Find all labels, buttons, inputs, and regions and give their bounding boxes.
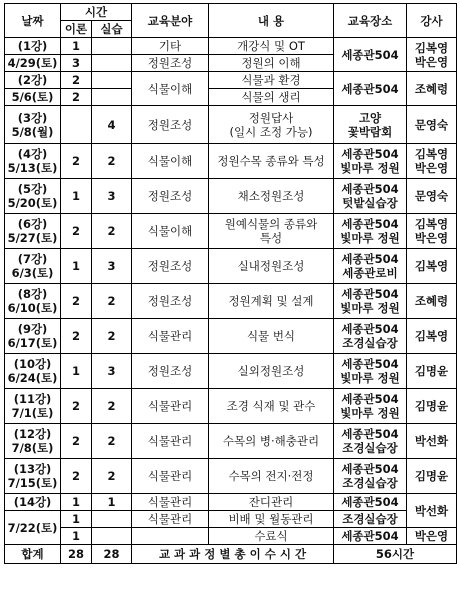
table-row <box>5 354 457 389</box>
field-cell: 정원조성 <box>132 179 209 214</box>
theory-cell: 1 <box>61 511 92 528</box>
place-cell: 고양 꽃박람회 <box>334 106 407 144</box>
field-cell: 식물관리 <box>132 319 209 354</box>
place-cell: 세종관504 빛마루 정원 <box>334 284 407 319</box>
theory-cell: 2 <box>61 319 92 354</box>
field-cell: 식물관리 <box>132 389 209 424</box>
theory-cell: 1 <box>61 249 92 284</box>
content-cell: 잔디관리 <box>209 494 334 511</box>
teacher-cell: 김복영 박은영 <box>407 38 457 72</box>
teacher-cell: 조혜령 <box>407 284 457 319</box>
place-cell: 세종관504 빛마루 정원 <box>334 214 407 249</box>
content-cell: 수목의 병·해충관리 <box>209 424 334 459</box>
header-place: 교육장소 <box>334 4 407 38</box>
practice-cell <box>92 511 132 528</box>
theory-cell: 2 <box>61 214 92 249</box>
practice-cell: 2 <box>92 459 132 494</box>
practice-cell: 3 <box>92 249 132 284</box>
field-cell: 식물관리 <box>132 424 209 459</box>
field-cell: 식물이해 <box>132 72 209 106</box>
total-hours: 56시간 <box>334 545 457 564</box>
field-cell: 식물이해 <box>132 214 209 249</box>
table-row <box>5 528 457 545</box>
field-cell: 정원조성 <box>132 249 209 284</box>
place-cell: 세종관504 <box>334 38 407 72</box>
header-teacher: 강사 <box>407 4 457 38</box>
content-cell: 실외정원조성 <box>209 354 334 389</box>
session-cell: (14강) <box>5 494 61 511</box>
theory-cell: 2 <box>61 424 92 459</box>
place-cell: 세종관504 조경실습장 <box>334 424 407 459</box>
theory-cell: 2 <box>61 284 92 319</box>
header-date: 날짜 <box>5 4 61 38</box>
date-cell: 4/29(토) <box>5 55 61 72</box>
content-cell: 정원답사 (일시 조정 가능) <box>209 106 334 144</box>
place-cell: 세종관504 빛마루 정원 <box>334 354 407 389</box>
schedule-table <box>4 3 457 564</box>
session-cell: (1강) <box>5 38 61 55</box>
table-row <box>5 459 457 494</box>
theory-cell: 1 <box>61 38 92 55</box>
practice-cell: 3 <box>92 354 132 389</box>
table-row <box>5 284 457 319</box>
date-cell: (5강) 5/20(토) <box>5 179 61 214</box>
practice-cell: 2 <box>92 424 132 459</box>
content-cell: 개강식 및 OT <box>209 38 334 55</box>
teacher-cell: 박선화 <box>407 494 457 528</box>
field-cell: 기타 <box>132 38 209 55</box>
practice-cell <box>92 528 132 545</box>
table-row <box>5 214 457 249</box>
table-row <box>5 179 457 214</box>
table-row <box>5 424 457 459</box>
teacher-cell: 김명윤 <box>407 459 457 494</box>
teacher-cell: 박선화 <box>407 424 457 459</box>
content-cell: 실내정원조성 <box>209 249 334 284</box>
field-cell: 식물관리 <box>132 511 209 528</box>
theory-cell: 1 <box>61 494 92 511</box>
header-field: 교육분야 <box>132 4 209 38</box>
table-row <box>5 249 457 284</box>
practice-cell <box>92 72 132 89</box>
teacher-cell: 김복영 박은영 <box>407 214 457 249</box>
total-row <box>5 545 457 564</box>
header-time: 시간 <box>61 4 132 21</box>
date-cell: (6강) 5/27(토) <box>5 214 61 249</box>
practice-cell: 1 <box>92 494 132 511</box>
date-cell: (8강) 6/10(토) <box>5 284 61 319</box>
date-cell: (3강) 5/8(월) <box>5 106 61 144</box>
header-content: 내 용 <box>209 4 334 38</box>
content-cell: 식물의 생리 <box>209 89 334 106</box>
content-cell: 식물과 환경 <box>209 72 334 89</box>
practice-cell: 2 <box>92 389 132 424</box>
place-cell: 세종관504 <box>334 494 407 511</box>
practice-cell <box>92 55 132 72</box>
theory-cell: 2 <box>61 89 92 106</box>
table-row <box>5 144 457 179</box>
table-row <box>5 38 457 55</box>
field-cell: 정원조성 <box>132 354 209 389</box>
theory-cell: 1 <box>61 179 92 214</box>
theory-cell: 1 <box>61 528 92 545</box>
field-cell <box>132 528 209 545</box>
date-cell: (10강) 6/24(토) <box>5 354 61 389</box>
content-cell: 비배 및 월동관리 <box>209 511 334 528</box>
teacher-cell: 문영숙 <box>407 179 457 214</box>
schedule-sheet <box>4 3 456 564</box>
content-cell: 수료식 <box>209 528 334 545</box>
date-cell: (4강) 5/13(토) <box>5 144 61 179</box>
field-cell: 식물관리 <box>132 494 209 511</box>
table-row <box>5 319 457 354</box>
place-cell: 세종관504 <box>334 72 407 106</box>
practice-cell: 2 <box>92 144 132 179</box>
practice-cell: 3 <box>92 179 132 214</box>
theory-cell: 1 <box>61 354 92 389</box>
place-cell: 세종관504 빛마루 정원 <box>334 389 407 424</box>
teacher-cell: 김복영 <box>407 319 457 354</box>
field-cell: 정원조성 <box>132 55 209 72</box>
date-cell: (12강) 7/8(토) <box>5 424 61 459</box>
place-cell: 세종관504 조경실습장 <box>334 459 407 494</box>
header-practice: 실습 <box>92 21 132 38</box>
session-cell: (2강) <box>5 72 61 89</box>
date-cell: (11강) 7/1(토) <box>5 389 61 424</box>
table-row <box>5 106 457 144</box>
total-theory: 28 <box>61 545 92 564</box>
content-cell: 정원의 이해 <box>209 55 334 72</box>
content-cell: 정원수목 종류와 특성 <box>209 144 334 179</box>
field-cell: 식물관리 <box>132 459 209 494</box>
teacher-cell: 김명윤 <box>407 389 457 424</box>
field-cell: 정원조성 <box>132 284 209 319</box>
place-cell: 세종관504 세종관로비 <box>334 249 407 284</box>
theory-cell: 2 <box>61 459 92 494</box>
content-cell: 수목의 전지·전정 <box>209 459 334 494</box>
practice-cell: 4 <box>92 106 132 144</box>
theory-cell <box>61 106 92 144</box>
theory-cell: 2 <box>61 72 92 89</box>
teacher-cell: 문영숙 <box>407 106 457 144</box>
place-cell: 세종관504 텃밭실습장 <box>334 179 407 214</box>
practice-cell: 2 <box>92 319 132 354</box>
content-cell: 원예식물의 종류와 특성 <box>209 214 334 249</box>
content-cell: 식물 번식 <box>209 319 334 354</box>
place-cell: 세종관504 빛마루 정원 <box>334 144 407 179</box>
teacher-cell: 김복영 <box>407 249 457 284</box>
date-cell: (13강) 7/15(토) <box>5 459 61 494</box>
teacher-cell: 박은영 <box>407 528 457 545</box>
place-cell: 세종관504 <box>334 528 407 545</box>
practice-cell: 2 <box>92 214 132 249</box>
date-cell: (9강) 6/17(토) <box>5 319 61 354</box>
table-row <box>5 511 457 528</box>
table-row <box>5 494 457 511</box>
date-cell: (7강) 6/3(토) <box>5 249 61 284</box>
date-cell: 5/6(토) <box>5 89 61 106</box>
content-cell: 정원계획 및 설계 <box>209 284 334 319</box>
date-cell: 7/22(토) <box>5 511 61 545</box>
total-summary: 교 과 과 정 별 총 이 수 시 간 <box>132 545 334 564</box>
field-cell: 정원조성 <box>132 106 209 144</box>
theory-cell: 2 <box>61 144 92 179</box>
place-cell: 세종관504 조경실습장 <box>334 319 407 354</box>
total-practice: 28 <box>92 545 132 564</box>
teacher-cell: 김복영 박은영 <box>407 144 457 179</box>
teacher-cell: 조혜령 <box>407 72 457 106</box>
theory-cell: 3 <box>61 55 92 72</box>
table-row <box>5 389 457 424</box>
practice-cell: 2 <box>92 284 132 319</box>
content-cell: 조경 식재 및 관수 <box>209 389 334 424</box>
place-cell: 조경실습장 <box>334 511 407 528</box>
theory-cell: 2 <box>61 389 92 424</box>
header-theory: 이론 <box>61 21 92 38</box>
total-label: 합계 <box>5 545 61 564</box>
table-row <box>5 72 457 89</box>
teacher-cell: 김명윤 <box>407 354 457 389</box>
field-cell: 식물이해 <box>132 144 209 179</box>
content-cell: 채소정원조성 <box>209 179 334 214</box>
practice-cell <box>92 89 132 106</box>
practice-cell <box>92 38 132 55</box>
